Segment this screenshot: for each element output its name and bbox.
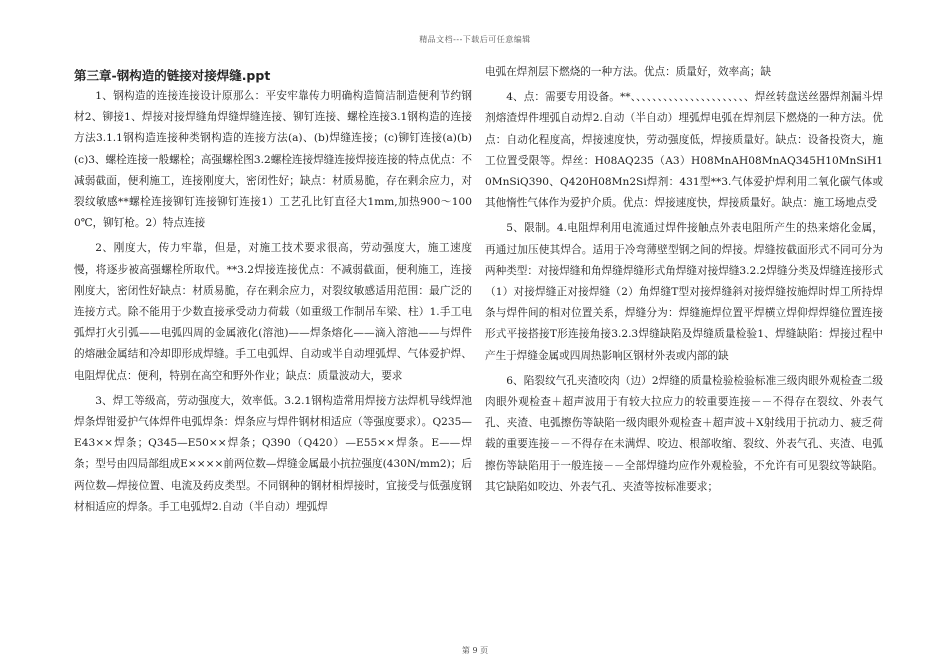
paragraph-6: 6、陷裂纹气孔夹渣咬肉（边）2焊缝的质量检验检验标准三级肉眼外观检查二级肉眼外观检查＋超声波用于有较大拉应力的较重要连接－－不得存在裂纹、外表气孔、夹渣、电弧擦伤等缺陷一级肉眼外观检查＋超声波＋X射线用于抗动力、疲乏荷载的重要连接－－不得存在未满焊、咬边、根部收缩、裂纹、外表气孔、夹渣、电弧擦伤等缺陷用于一般连接－－全部焊缝均应作外观检验，不允许有可见裂纹等缺陷。其它缺陷如咬边、外表气孔、夹渣等按标准要求； [485, 374, 883, 493]
paragraph-2: 2、刚度大，传力牢靠，但是，对施工技术要求很高，劳动强度大，施工速度慢，将逐步被高强螺栓所取代。**3.2焊接连接优点：不减弱截面，便利施工，连接刚度大，密闭性好缺点：材质易脆，存在剩余应力，对裂纹敏感适用范围：最广泛的连接方式。除不能用于少数直接承受动力荷载（如重级工作制吊车梁、柱）1.手工电弧焊打火引弧——电弧四周的金属液化(溶池)——焊条熔化——滴入溶池——与焊件的熔融金属结和冷却即形成焊缝。手工电弧焊、自动或半自动埋弧焊、气体爱护焊、电阻焊优点：便利，特别在高空和野外作业；缺点：质量波动大，要求 [74, 242, 472, 382]
paragraph-3: 3、焊工等级高，劳动强度大，效率低。3.2.1钢构造常用焊接方法焊机导线焊池焊条焊钳爱护气体焊件电弧焊条：焊条应与焊件钢材相适应（等强度要求）。Q235—E43××焊条；Q345—E50××焊条；Q390（Q420）—E55××焊条。E——焊条；型号由四局部组成E××××前两位数—焊缝金属最小抗拉强度(430N/mm2)；后两位数—焊接位置、电流及药皮类型。不同钢种的钢材相焊接时，宜接受与低强度钢材相适应的焊条。手工电弧焊2.自动（半自动）埋弧焊 [74, 394, 472, 513]
paragraph-3-continued: 电弧在焊剂层下燃烧的一种方法。优点：质量好，效率高；缺 [485, 66, 772, 78]
left-column [74, 62, 472, 518]
paragraph-4: 4、点：需要专用设备。**、、、、、、、、、、、、、、、、、、、、、、焊丝转盘送丝器焊剂漏斗焊剂熔渣焊件埋弧自动焊2.自动（半自动）埋弧焊电弧在焊剂层下燃烧的一种方法。优点：自动化程度高，焊接速度快，劳动强度低，焊接质量好。缺点：设备投资大，施工位置受限等。焊丝：H08AQ235（A3）H08MnAH08MnAQ345H10MnSiH10MnSiQ390、Q420H08Mn2Si焊剂：431型**3.气体爱护焊利用二氧化碳气体或其他惰性气体作为爱护介质。优点：焊接速度快，焊接质量好。缺点：施工场地点受 [485, 91, 883, 210]
paragraph-1: 1、钢构造的连接连接设计原那么：平安牢靠传力明确构造简洁制造便利节约钢材2、铆接1、焊接对接焊缝角焊缝焊缝连接、铆钉连接、螺栓连接3.1钢构造的连接方法3.1.1钢构造连接种类钢构造的连接方法(a)、(b)焊缝连接；(c)铆钉连接(a)(b)(c)3、螺栓连接一般螺栓；高强螺栓图3.2螺栓连接焊缝连接焊接连接的特点优点：不减弱截面，便利施工，连接刚度大，密闭性好；缺点：材质易脆，存在剩余应力，对裂纹敏感**螺栓连接铆钉连接铆钉连接1）工艺孔比钉直径大1mm,加热900～1000℃，铆钉枪。2）特点连接 [74, 90, 472, 230]
document-title: 第三章-钢构造的链接对接焊缝.ppt [74, 68, 271, 83]
paragraph-5: 5、限制。4.电阻焊利用电流通过焊件接触点外表电阻所产生的热来熔化金属，再通过加压使其焊合。适用于冷弯薄壁型钢之间的焊接。焊缝按截面形式不同可分为两种类型：对接焊缝和角焊缝焊缝形式角焊缝对接焊缝3.2.2焊缝分类及焊缝连接形式（1）对接焊缝正对接焊缝（2）角焊缝T型对接焊缝斜对接焊缝按施焊时焊工所持焊条与焊件间的相对位置关系，焊缝分为：焊缝施焊位置平焊横立焊仰焊焊缝位置连接形式平接搭接T形连接角接3.2.3焊缝缺陷及焊缝质量检验1、焊缝缺陷：焊接过程中产生于焊缝金属或四周热影响区钢材外表或内部的缺 [485, 222, 883, 362]
page-header: 精品文档---下载后可任意编辑 [419, 35, 531, 44]
right-column [485, 62, 883, 498]
page-number: 第 9 页 [461, 646, 489, 655]
